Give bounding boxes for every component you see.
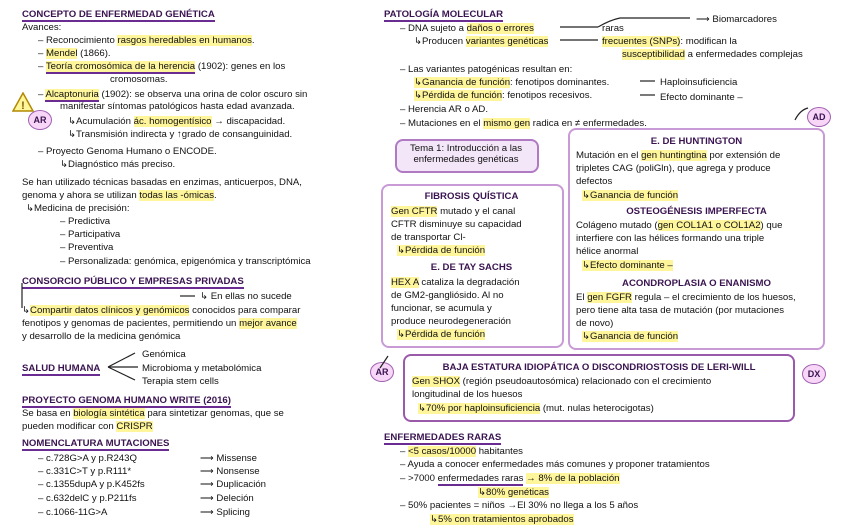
avance-3: – Teoría cromosómica de la herencia (1902): genes en los [38,61,286,72]
taysachs-5: ↳Pérdida de función [397,329,486,340]
avance-3b: cromosomas. [110,74,168,85]
fibrosis-3: de transportar Cl- [391,232,466,243]
consorcio-2: fenotipos y genomas de pacientes, permitiendo un mejor avance [22,318,297,329]
mutacion-2-tipo: ⟶ Nonsense [200,466,260,477]
huntington-3: defectos [576,176,613,187]
patologia-efecto: Efecto dominante – [660,92,743,103]
huntington-2: tripletes CAG (poliGln), que agrega y produce [576,163,771,174]
avance-2: – Mendel (1866). [38,48,111,59]
tecnicas-text-2: genoma y ahora se utilizan todas las -ómicas. [22,190,217,201]
taysachs-3: funcionar, se acumula y [391,303,492,314]
fibrosis-4: ↳Pérdida de función [397,245,486,256]
patologia-haplo: Haploinsuficiencia [660,77,738,88]
salud-3: Terapia stem cells [142,376,219,387]
mutacion-3: – c.1355dupA y p.K452fs [38,479,145,490]
avances-label: Avances: [22,22,62,33]
patologia-frecuentes: frecuentes (SNPs): modifican la [602,36,737,47]
medicina-precision: ↳Medicina de precisión: [26,203,130,214]
precision-2: – Participativa [60,229,121,240]
section-title-raras: ENFERMEDADES RARAS [384,432,502,443]
patologia-3: susceptibilidad a enfermedades complejas [622,49,803,60]
ar-tag-1: AR [28,110,52,130]
acon-3: de novo) [576,318,614,329]
patologia-4: – Las variantes patogénicas resultan en: [400,64,573,75]
avance-5b: ↳Diagnóstico más preciso. [60,159,176,170]
section-title-salud: SALUD HUMANA [22,363,101,374]
osteo-2: interfiere con las hélices formando una triple [576,233,765,244]
acon-2: pero tiene alta tasa de mutación (por mutaciones [576,305,784,316]
svg-text:!: ! [21,100,25,112]
precision-1: – Predictiva [60,216,111,227]
consorcio-1: ↳Compartir datos clínicos y genómicos conocidos para comparar [22,305,301,316]
avance-4: – Alcaptonuria (1902): se observa una orina de color oscuro sin [38,89,308,100]
mutacion-5-tipo: ⟶ Splicing [200,507,251,518]
tecnicas-text: Se han utilizado técnicas basadas en enzimas, anticuerpos, DNA, [22,177,302,188]
section-title-concepto: CONCEPTO DE ENFERMEDAD GENÉTICA [22,9,215,20]
taysachs-4: produce neurodegeneración [391,316,512,327]
osteo-3: hélice anormal [576,246,639,257]
fibrosis-1: Gen CFTR mutado y el canal [391,206,516,217]
write-2: pueden modificar con CRISPR [22,421,153,432]
avance-1: – Reconocimiento rasgos heredables en humanos. [38,35,255,46]
tema-label: Tema 1: Introducción a las enfermedades genéticas [410,143,522,165]
mutacion-4-tipo: ⟶ Deleción [200,493,254,504]
ad-tag: AD [807,107,831,127]
ar-tag-2: AR [370,362,394,382]
write-1: Se basa en biología sintética para sintetizar genomas, que se [22,408,284,419]
mutacion-1-tipo: ⟶ Missense [200,453,257,464]
huntington-1: Mutación en el gen huntingtina por extensión de [576,150,781,161]
salud-1: Genómica [142,349,186,360]
mutacion-5: – c.1066-11G>A [38,507,108,518]
raras-2: – Ayuda a conocer enfermedades más comunes y proponer tratamientos [400,459,710,470]
section-title-nomenclatura: NOMENCLATURA MUTACIONES [22,438,170,449]
raras-1: – <5 casos/10000 habitantes [400,446,523,457]
osteo-4: ↳Efecto dominante – [582,260,673,271]
dx-tag: DX [802,364,826,384]
patologia-8: – Mutaciones en el mismo gen radica en ≠ enfermedades. [400,118,647,129]
consorcio-3: y desarrollo de la medicina genómica [22,331,181,342]
osteo-title: OSTEOGÉNESIS IMPERFECTA [626,206,767,217]
acon-title: ACONDROPLASIA O ENANISMO [622,278,771,289]
raras-4: ↳80% genéticas [478,487,549,498]
huntington-4: ↳Ganancia de función [582,190,679,201]
section-title-write: PROYECTO GENOMA HUMANO WRITE (2016) [22,395,231,406]
taysachs-2: de GM2-gangliósido. Al no [391,290,504,301]
patologia-raras: raras [602,23,624,34]
raras-3: – >7000 enfermedades raras → 8% de la población [400,473,620,484]
raras-5: – 50% pacientes = niños →El 30% no llega a los 5 años [400,500,639,511]
acon-4: ↳Ganancia de función [582,331,679,342]
salud-2: Microbioma y metabolómica [142,363,262,374]
consorcio-note: ↳ En ellas no sucede [200,291,292,302]
baja-3: ↳70% por haploinsuficiencia (mut. nulas heterocigotas) [418,403,654,414]
patologia-5: ↳Ganancia de función: fenotipos dominantes. [414,77,610,88]
avance-5: – Proyecto Genoma Humano o ENCODE. [38,146,217,157]
huntington-title: E. DE HUNTINGTON [650,136,743,147]
patologia-2: ↳Producen variantes genéticas [414,36,549,47]
avance-4d: ↳Transmisión indirecta y ↑grado de consanguinidad. [68,129,293,140]
mutacion-1: – c.728G>A y p.R243Q [38,453,137,464]
fibrosis-title: FIBROSIS QUÍSTICA [424,191,519,202]
precision-4: – Personalizada: genómica, epigenómica y transcriptómica [60,256,311,267]
baja-title: BAJA ESTATURA IDIOPÁTICA O DISCONDRIOSTOSIS DE LERI-WILL [442,362,756,373]
taysachs-1: HEX A cataliza la degradación [391,277,520,288]
mutacion-3-tipo: ⟶ Duplicación [200,479,267,490]
baja-1: Gen SHOX (región pseudoautosómica) relacionado con el crecimiento [412,376,712,387]
taysachs-title: E. DE TAY SACHS [430,262,513,273]
avance-4b: manifestar síntomas patológicos hasta edad avanzada. [60,101,295,112]
osteo-1: Colágeno mutado (gen COL1A1 o COL1A2) que [576,220,783,231]
section-title-patologia: PATOLOGÍA MOLECULAR [384,9,504,20]
section-title-consorcio: CONSORCIO PÚBLICO Y EMPRESAS PRIVADAS [22,276,244,287]
baja-2: longitudinal de los huesos [412,389,523,400]
precision-3: – Preventiva [60,242,114,253]
patologia-biomarcadores: ⟶ Biomarcadores [696,14,777,25]
patologia-1: – DNA sujeto a daños o errores [400,23,534,34]
raras-6: ↳5% con tratamientos aprobados [430,514,574,525]
avance-4c: ↳Acumulación ác. homogentísico → discapacidad. [68,116,286,127]
mutacion-4: – c.632delC y p.P211fs [38,493,137,504]
patologia-6: ↳Pérdida de función: fenotipos recesivos. [414,90,593,101]
patologia-7: – Herencia AR o AD. [400,104,488,115]
fibrosis-2: CFTR disminuye su capacidad [391,219,522,230]
mutacion-2: – c.331C>T y p.R111* [38,466,132,477]
acon-1: El gen FGFR regula – el crecimiento de los huesos, [576,292,796,303]
